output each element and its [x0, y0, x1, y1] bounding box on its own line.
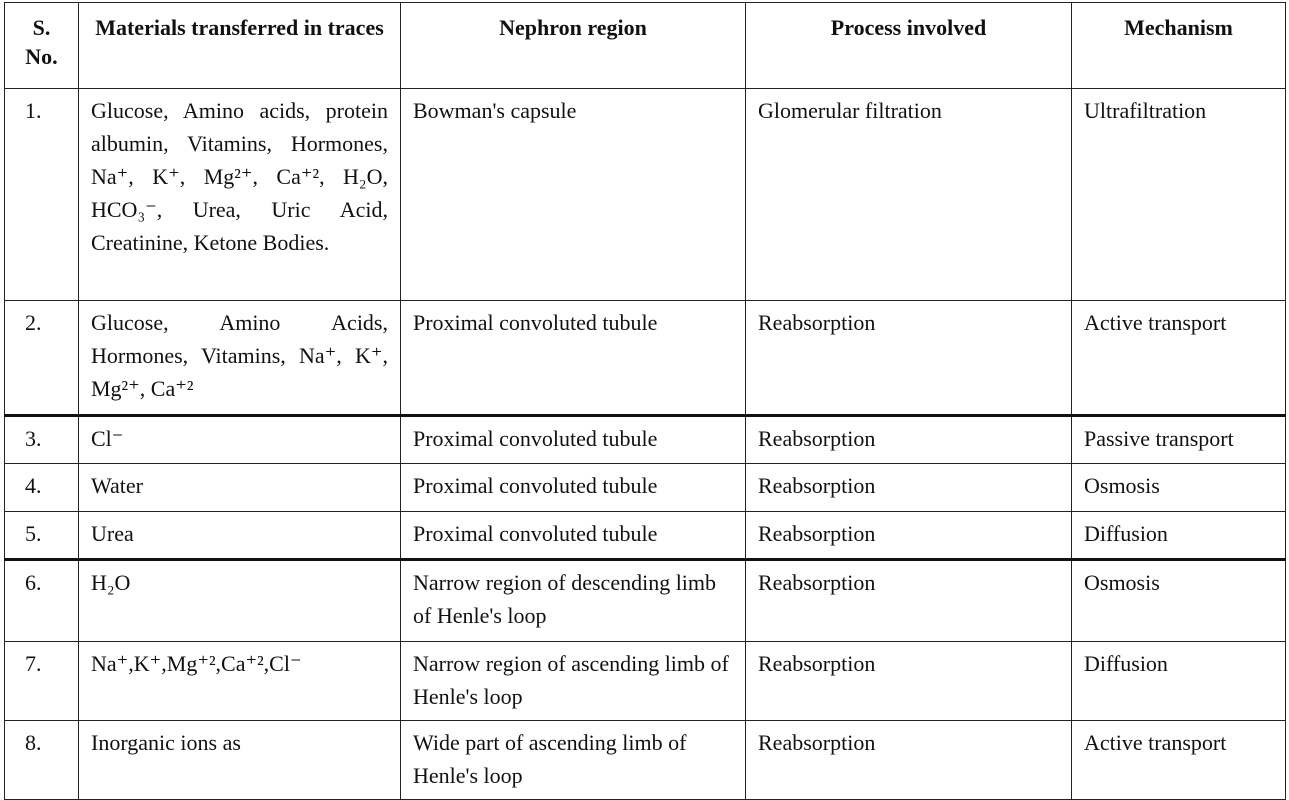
cell-materials: Na⁺,K⁺,Mg⁺²,Ca⁺²,Cl⁻ — [79, 642, 401, 721]
table-row — [5, 560, 1286, 642]
cell-mechanism: Ultrafiltration — [1072, 89, 1286, 301]
cell-process: Reabsorption — [746, 642, 1072, 721]
table-row — [5, 464, 1286, 512]
nephron-transport-table — [4, 2, 1286, 800]
table-row — [5, 301, 1286, 416]
header-nephron-region: Nephron region — [401, 3, 746, 89]
cell-materials: Cl⁻ — [79, 416, 401, 464]
cell-mechanism: Active transport — [1072, 721, 1286, 800]
cell-sno: 2. — [5, 301, 79, 416]
cell-sno: 5. — [5, 512, 79, 560]
cell-sno: 3. — [5, 416, 79, 464]
cell-materials: Glucose, Amino acids, protein albumin, Vitamins, Hormones, Na⁺, K⁺, Mg²⁺, Ca⁺², H₂O, HCO₃⁻, Urea, Uric Acid, Creatinine, Ketone Bodies. — [79, 89, 401, 301]
cell-process: Reabsorption — [746, 512, 1072, 560]
cell-materials: Water — [79, 464, 401, 512]
cell-nephron-region: Proximal convoluted tubule — [401, 301, 746, 416]
cell-process: Glomerular filtration — [746, 89, 1072, 301]
cell-mechanism: Diffusion — [1072, 642, 1286, 721]
cell-process: Reabsorption — [746, 301, 1072, 416]
table-row — [5, 642, 1286, 721]
header-materials: Materials transferred in traces — [79, 3, 401, 89]
cell-nephron-region: Narrow region of ascending limb of Henle's loop — [401, 642, 746, 721]
cell-mechanism: Osmosis — [1072, 464, 1286, 512]
cell-materials: Inorganic ions as — [79, 721, 401, 800]
cell-nephron-region: Narrow region of descending limb of Henle's loop — [401, 560, 746, 642]
cell-process: Reabsorption — [746, 464, 1072, 512]
cell-mechanism: Passive transport — [1072, 416, 1286, 464]
table-row — [5, 512, 1286, 560]
cell-sno: 1. — [5, 89, 79, 301]
cell-materials: Urea — [79, 512, 401, 560]
cell-sno: 8. — [5, 721, 79, 800]
cell-materials: H₂O — [79, 560, 401, 642]
cell-mechanism: Active transport — [1072, 301, 1286, 416]
cell-nephron-region: Proximal convoluted tubule — [401, 512, 746, 560]
cell-nephron-region: Proximal convoluted tubule — [401, 464, 746, 512]
cell-sno: 6. — [5, 560, 79, 642]
cell-sno: 7. — [5, 642, 79, 721]
header-mechanism: Mechanism — [1072, 3, 1286, 89]
cell-process: Reabsorption — [746, 416, 1072, 464]
cell-nephron-region: Proximal convoluted tubule — [401, 416, 746, 464]
cell-nephron-region: Bowman's capsule — [401, 89, 746, 301]
header-row — [5, 3, 1286, 89]
cell-mechanism: Osmosis — [1072, 560, 1286, 642]
cell-mechanism: Diffusion — [1072, 512, 1286, 560]
cell-nephron-region: Wide part of ascending limb of Henle's loop — [401, 721, 746, 800]
cell-process: Reabsorption — [746, 560, 1072, 642]
cell-materials: Glucose, Amino Acids, Hormones, Vitamins, Na⁺, K⁺, Mg²⁺, Ca⁺² — [79, 301, 401, 416]
table-row — [5, 721, 1286, 800]
cell-process: Reabsorption — [746, 721, 1072, 800]
header-sno: S. No. — [5, 3, 79, 89]
header-process: Process involved — [746, 3, 1072, 89]
table-row — [5, 416, 1286, 464]
cell-sno: 4. — [5, 464, 79, 512]
table-row — [5, 89, 1286, 301]
